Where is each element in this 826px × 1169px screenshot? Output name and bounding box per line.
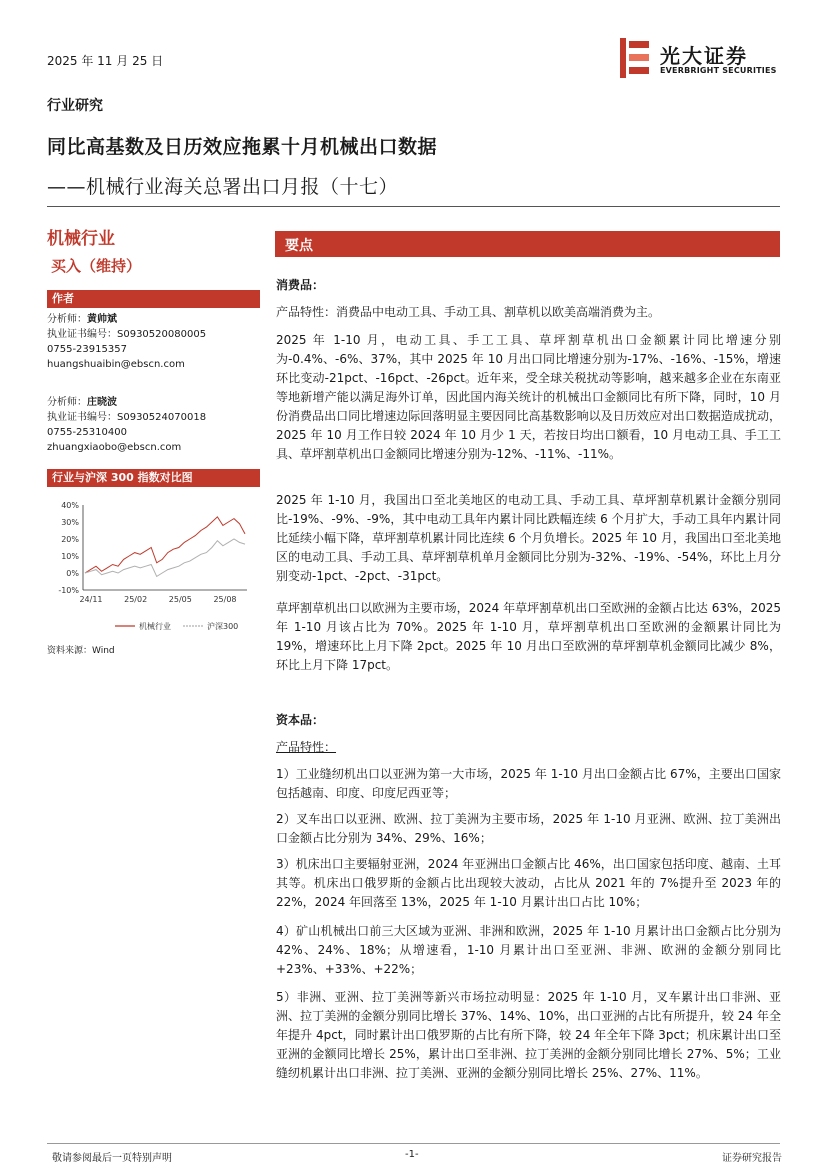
series-line-industry <box>85 517 245 573</box>
disclaimer-link[interactable]: 敬请参阅最后一页特别声明 <box>52 1153 172 1164</box>
x-tick-label: 24/11 <box>79 595 103 604</box>
y-tick-label: 0% <box>66 569 79 578</box>
chart-source: 资料来源：Wind <box>47 646 115 656</box>
analyst-cert: 执业证书编号：S0930520080005 <box>47 329 207 340</box>
rating: 买入（维持） <box>51 257 142 275</box>
capital-heading: 资本品： <box>276 713 325 727</box>
analyst-name: 黄帅斌 <box>87 314 117 325</box>
series-line-hs300 <box>85 539 245 576</box>
capital-item-1: 1）工业缝纫机出口以亚洲为第一大市场，2025 年 1-10 月出口金额占比 67%，主要出口国家包括越南、印度、印度尼西亚等； <box>276 767 781 800</box>
logo-text-cn: 光大证券 <box>660 44 748 68</box>
consumer-para-4: 草坪割草机出口以欧洲为主要市场，2024 年草坪割草机出口至欧洲的金额占比达 63%，2025 年 1-10 月该占比为 70%。2025 年 1-10 月，草坪割草机出口至欧洲的金额累计同比为 19%，增速环比上月下降 2pct。2025 年 10 月出口至欧洲的草坪割草机金额同比减少 8%，环比上月下降 17pct。 <box>276 601 781 672</box>
analyst-email[interactable]: huangshuaibin@ebscn.com <box>47 359 185 370</box>
report-category: 行业研究 <box>47 98 103 114</box>
chart-svg <box>47 490 260 640</box>
logo-text-en: EVERBRIGHT SECURITIES <box>660 66 777 75</box>
report-title: 同比高基数及日历效应拖累十月机械出口数据 <box>47 136 438 158</box>
logo <box>620 38 780 78</box>
consumer-para-1: 产品特性：消费品中电动工具、手动工具、割草机以欧美高端消费为主。 <box>276 305 661 319</box>
consumer-heading: 消费品： <box>276 278 325 292</box>
capital-item-2: 2）叉车出口以亚洲、欧洲、拉丁美洲为主要市场，2025 年 1-10 月亚洲、欧洲、拉丁美洲出口金额占比分别为 34%、29%、16%； <box>276 812 781 845</box>
capital-item-5: 5）非洲、亚洲、拉丁美洲等新兴市场拉动明显：2025 年 1-10 月，叉车累计出口非洲、亚洲、拉丁美洲的金额分别同比增长 37%、14%、10%，出口亚洲的占比有所提升，较 24 年全年提升 4pct，同时累计出口俄罗斯的占比有所下降，较 24 年全年下降 3pct；机床累计出口至亚洲的金额同比增长 25%，累计出口至非洲、拉丁美洲的金额分别同比增长 27%、5%；工业缝纫机累计出口非洲、拉丁美洲、亚洲的金额分别同比增长 25%、27%、11%。 <box>276 990 781 1080</box>
x-tick-label: 25/08 <box>213 595 237 604</box>
header-divider <box>47 206 780 207</box>
authors-section-bar: 作者 <box>47 290 260 308</box>
analyst-email[interactable]: zhuangxiaobo@ebscn.com <box>47 442 182 453</box>
comparison-chart <box>47 490 260 640</box>
y-tick-label: 30% <box>61 518 79 527</box>
report-type: 证券研究报告 <box>722 1153 782 1164</box>
analyst-cert: 执业证书编号：S0930524070018 <box>47 412 207 423</box>
analyst-label: 分析师： <box>47 314 87 325</box>
footer-divider <box>47 1143 780 1144</box>
x-tick-label: 25/02 <box>124 595 148 604</box>
page-number: -1- <box>405 1149 419 1160</box>
chart-section-bar: 行业与沪深 300 指数对比图 <box>47 469 260 487</box>
report-date: 2025 年 11 月 25 日 <box>47 54 164 68</box>
capital-traits-label: 产品特性： <box>276 740 337 754</box>
consumer-para-3: 2025 年 1-10 月，我国出口至北美地区的电动工具、手动工具、草坪割草机累计金额分别同比-19%、-9%、-9%，其中电动工具年内累计同比跌幅连续 6 个月扩大，手动工具年内累计同比延续小幅下降，草坪割草机累计同比连续 6 个月负增长。2025 年 10 月，我国出口至北美地区的电动工具、手动工具、草坪割草机单月金额同比分别为-32%、-19%、-54%，环比上月分别变动-1pct、-2pct、-31pct。 <box>276 493 781 583</box>
everbright-logo-icon <box>620 38 652 78</box>
x-tick-label: 25/05 <box>168 595 192 604</box>
highlights-label: 要点 <box>285 238 313 254</box>
y-tick-label: 10% <box>61 552 79 561</box>
legend-label-hs300: 沪深300 <box>207 622 239 631</box>
capital-item-4: 4）矿山机械出口前三大区域为亚洲、非洲和欧洲，2025 年 1-10 月累计出口金额占比分别为 42%、24%、18%；从增速看，1-10 月累计出口至亚洲、非洲、欧洲的金额分别同比+23%、+33%、+22%； <box>276 924 781 976</box>
analyst-name: 庄晓波 <box>87 397 117 408</box>
analyst-phone: 0755-23915357 <box>47 344 127 355</box>
analyst-phone: 0755-25310400 <box>47 427 127 438</box>
y-tick-label: 20% <box>61 535 79 544</box>
analyst-card <box>47 312 206 372</box>
capital-item-3: 3）机床出口主要辐射亚洲，2024 年亚洲出口金额占比 46%，出口国家包括印度、越南、土耳其等。机床出口俄罗斯的金额占比出现较大波动，占比从 2021 年的 7%提升至 2023 年的 22%，2024 年回落至 13%，2025 年 1-10 月累计出口占比 10%； <box>276 857 781 909</box>
industry-name: 机械行业 <box>47 229 115 249</box>
highlights-bar <box>275 231 780 257</box>
consumer-para-2: 2025 年 1-10 月，电动工具、手工工具、草坪割草机出口金额累计同比增速分别为-0.4%、-6%、37%，其中 2025 年 10 月出口同比增速分别为-17%、-16%、-15%，增速环比变动-21pct、-16pct、-26pct。近年来，受全球关税扰动等影响，越来越多企业在东南亚等地新增产能以满足海外订单，因此国内海关统计的机械出口金额同比有所下降，同时，10 月份消费品出口同比增速边际回落明显主要因同比高基数影响以及日历效应对出口数据造成扰动，2025 年 10 月工作日较 2024 年 10 月少 1 天，若按日均出口额看，10 月电动工具、手工工具、草坪割草机出口金额同比增速分别为-12%、-11%、-11%。 <box>276 333 781 461</box>
legend-label-industry: 机械行业 <box>139 622 171 631</box>
analyst-label: 分析师： <box>47 397 87 408</box>
y-tick-label: -10% <box>58 586 79 595</box>
y-tick-label: 40% <box>61 501 79 510</box>
analyst-card <box>47 395 206 455</box>
report-subtitle: ——机械行业海关总署出口月报（十七） <box>47 176 399 198</box>
